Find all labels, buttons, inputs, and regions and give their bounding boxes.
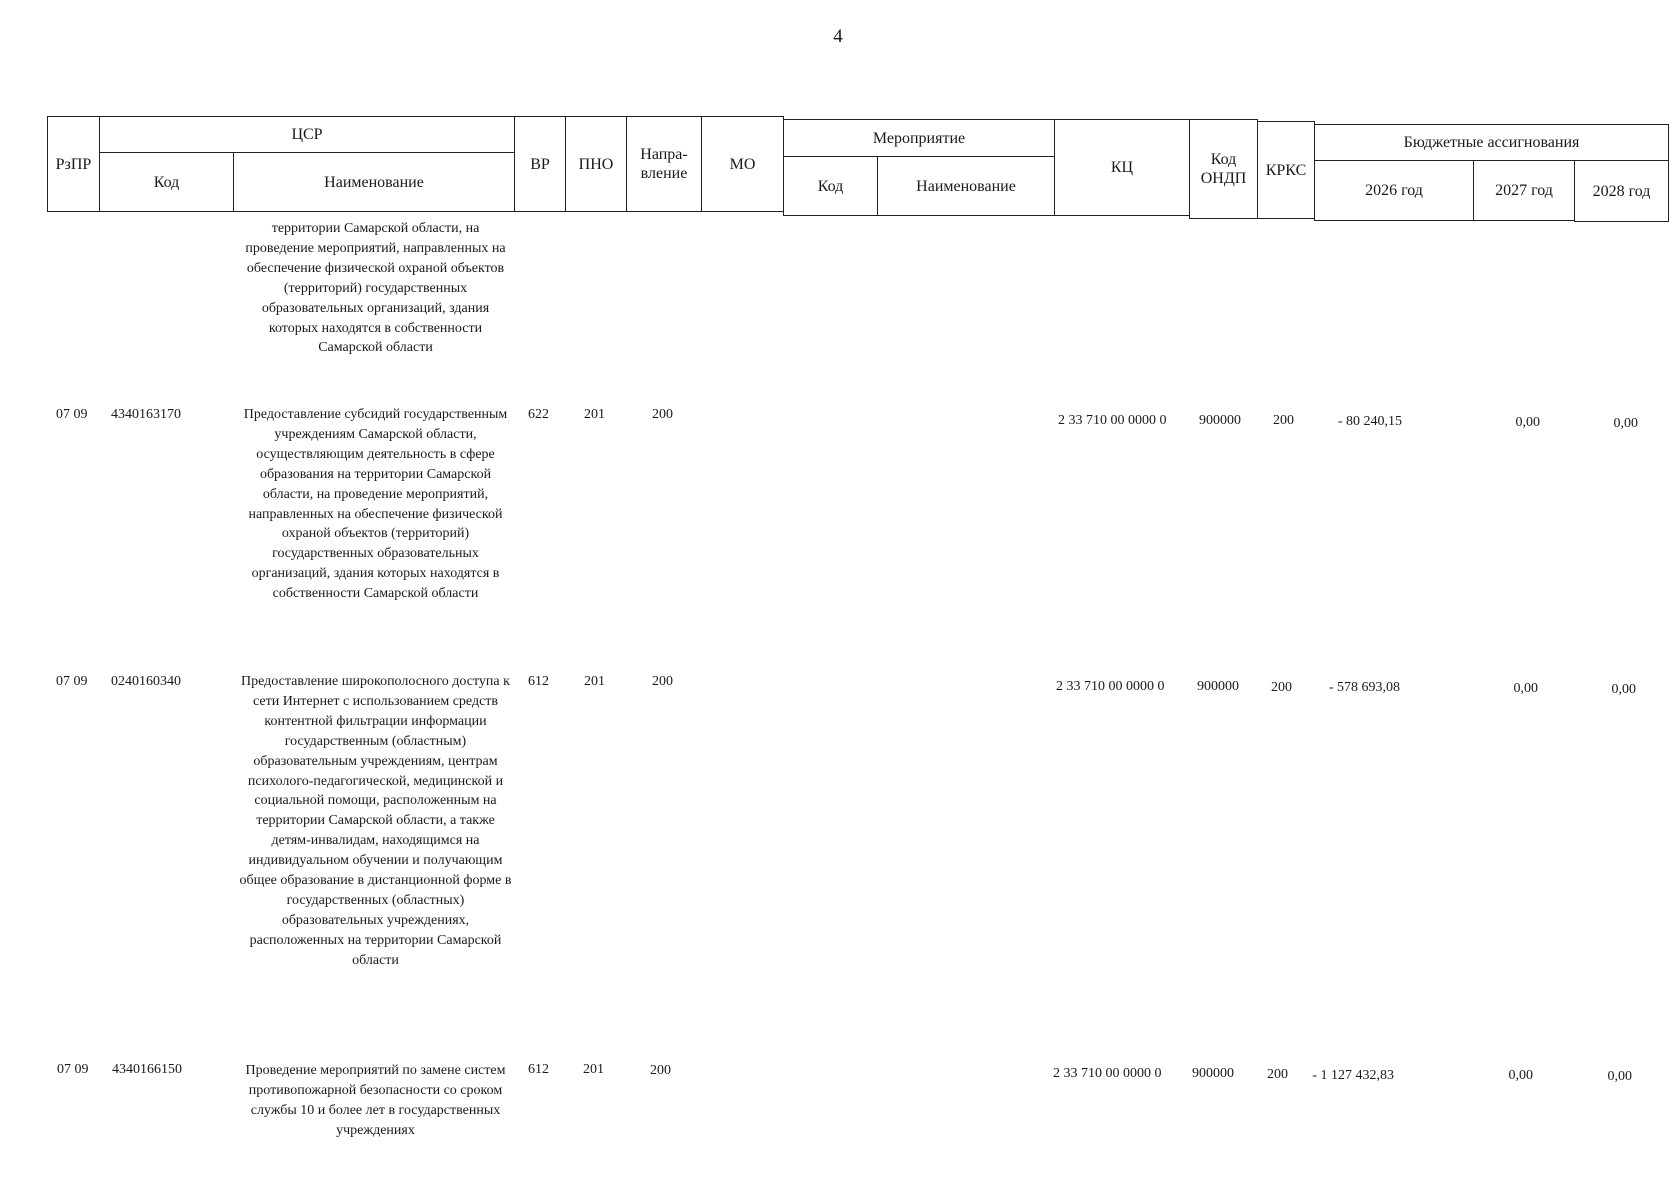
row-name: Проведение мероприятий по замене систем противопожарной безопасности со сроком службы 10 и более лет в государственных учреждениях [245, 1063, 506, 1138]
row-2026: - 578 693,08 [1328, 680, 1400, 695]
row-krks: 200 [1273, 413, 1294, 428]
row-pno: 201 [584, 674, 605, 689]
header-csr-name: Наименование [233, 152, 515, 212]
header-csr: ЦСР [99, 116, 515, 153]
row-2028: 0,00 [1611, 682, 1636, 697]
header-ondp: Код ОНДП [1189, 119, 1258, 219]
row-kc: 2 33 710 00 0000 0 [1058, 413, 1167, 428]
row-name: Предоставление субсидий государственным учреждениям Самарской области, осуществляющим деятельность в сфере образования на территории Самарской области, на проведение мероприятий, направленных на обеспечение физической охраной объектов (территорий) государственных образовательных организаций, здания которых находятся в собственности Самарской области [243, 407, 508, 602]
header-vr: ВР [514, 116, 566, 212]
row-krks: 200 [1267, 1067, 1288, 1082]
row-krks: 200 [1271, 680, 1292, 695]
header-year-2027: 2027 год [1473, 160, 1575, 221]
header-event-name: Наименование [877, 156, 1055, 216]
row-direction: 200 [652, 674, 673, 689]
row-vr: 612 [528, 1062, 549, 1077]
header-year-2028: 2028 год [1574, 160, 1669, 222]
row-ondp: 900000 [1199, 413, 1241, 428]
header-year-2026: 2026 год [1314, 160, 1474, 221]
header-pno: ПНО [565, 116, 627, 212]
row-rzpr: 07 09 [57, 1062, 89, 1077]
row-direction: 200 [652, 407, 673, 422]
row-code: 4340163170 [111, 407, 181, 422]
row-2028: 0,00 [1613, 416, 1638, 431]
row-code: 4340166150 [112, 1062, 182, 1077]
row-2027: 0,00 [1513, 681, 1538, 696]
header-csr-code: Код [99, 152, 234, 212]
row-direction: 200 [650, 1063, 671, 1078]
header-rzpr: РзПР [47, 116, 100, 212]
row-kc: 2 33 710 00 0000 0 [1053, 1066, 1162, 1081]
header-budget: Бюджетные ассигнования [1314, 124, 1669, 161]
row-vr: 622 [528, 407, 549, 422]
header-event: Мероприятие [783, 119, 1055, 157]
header-kc: КЦ [1054, 119, 1190, 216]
row-2026: - 1 127 432,83 [1312, 1068, 1394, 1083]
header-krks: КРКС [1257, 121, 1315, 219]
row-rzpr: 07 09 [56, 407, 88, 422]
row-rzpr: 07 09 [56, 674, 88, 689]
header-direction: Напра-вление [626, 116, 702, 212]
row-name: Предоставление широкополосного доступа к сети Интернет с использованием средств контентной фильтрации информации государственным (областным) образовательным учреждениям, центрам психолого-педагогической, медицинской и социальной помощи, расположенным на территории Самарской области, а также детям-инвалидам, находящимся на индивидуальном обучении и получающим общее образование в дистанционной форме в государственных (областных) образовательных учреждениях, расположенных на территории Самарской области [239, 674, 512, 968]
row-2027: 0,00 [1508, 1068, 1533, 1083]
row-ondp: 900000 [1197, 679, 1239, 694]
header-mo: МО [701, 116, 784, 212]
row-ondp: 900000 [1192, 1066, 1234, 1081]
row-vr: 612 [528, 674, 549, 689]
row-pno: 201 [583, 1062, 604, 1077]
row-code: 0240160340 [111, 674, 181, 689]
header-event-code: Код [783, 156, 878, 216]
row-2028: 0,00 [1607, 1069, 1632, 1084]
row-pno: 201 [584, 407, 605, 422]
continuation-name: территории Самарской области, на проведение мероприятий, направленных на обеспечение физической охраной объектов (территорий) государственных образовательных организаций, здания которых находятся в собственности Самарской области [245, 221, 506, 356]
row-kc: 2 33 710 00 0000 0 [1056, 679, 1165, 694]
row-2027: 0,00 [1515, 415, 1540, 430]
row-2026: - 80 240,15 [1337, 414, 1402, 429]
page-number: 4 [833, 26, 843, 47]
